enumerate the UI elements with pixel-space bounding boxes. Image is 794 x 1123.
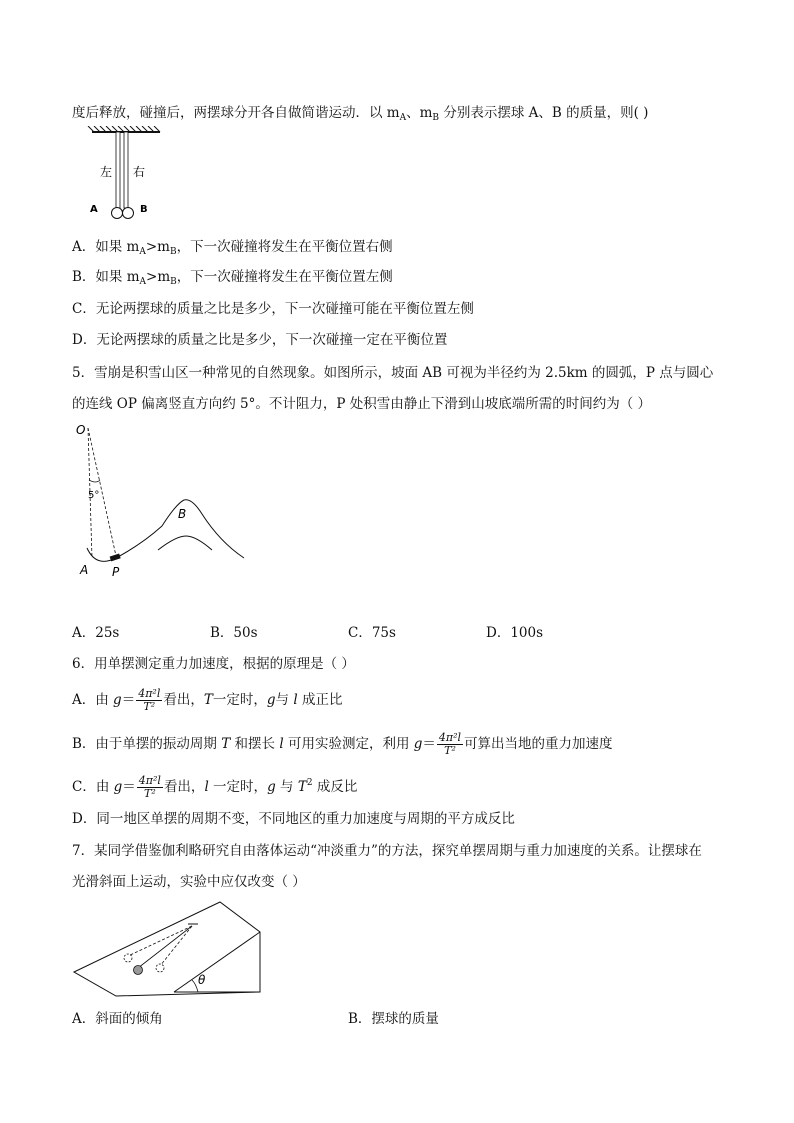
q7-fig-label-theta: θ (198, 973, 206, 987)
q4-option-a (72, 238, 393, 261)
q5-fig-label-o: O (76, 423, 86, 437)
q7-option-b: B．摆球的质量 (348, 1011, 439, 1027)
q6b-mid2: 可用实验测定，利用 (283, 736, 414, 752)
q4-opt-a-mid: >m (145, 239, 170, 255)
q6c-t: T (297, 779, 307, 795)
q5-slope-figure (72, 418, 252, 580)
q6a-frac-num: 4π²l (138, 687, 161, 700)
q6c-sup: 2 (306, 778, 313, 788)
q6c-g2: g (267, 779, 276, 795)
q5-fig-label-angle: 5° (88, 490, 100, 501)
q6a-tail1: 一定时， (212, 692, 267, 708)
q6b-g: g (413, 736, 423, 752)
q7-incline-figure (70, 900, 266, 1000)
q5-option-c: C．75s (348, 625, 396, 641)
q4-option-b (72, 268, 393, 291)
q4-opt-a-tail: ，下一次碰撞将发生在平衡位置右侧 (176, 239, 393, 255)
q6a-g: g (113, 692, 122, 708)
q6a-g2: g (266, 692, 276, 708)
q6-stem: 6．用单摆测定重力加速度，根据的原理是（ ） (72, 656, 355, 672)
q7-stem-line1: 7．某同学借鉴伽利略研究自由落体运动“冲淡重力”的方法，探究单摆周期与重力加速度的关系。让摆球在 (72, 843, 702, 859)
q5-fig-label-a: A (80, 563, 89, 577)
q4-stem-text: 度后释放，碰撞后，两摆球分开各自做简谐运动．以 m (72, 105, 400, 121)
q4-sub-a: A (399, 113, 407, 123)
q4-opt-b-prefix: B．如果 m (72, 269, 140, 285)
q6c-frac-num: 4π²l (138, 774, 161, 787)
q6b-pre: B．由于单摆的振动周期 (72, 736, 222, 752)
q5-fig-label-p: P (112, 565, 120, 579)
q6c-post: 看出， (163, 779, 205, 795)
q6c-tail3: 成反比 (312, 779, 358, 795)
q6b-frac-num: 4π²l (438, 731, 462, 744)
q6c-eq: ＝ (122, 779, 136, 795)
q6b-frac-den: T² (444, 744, 456, 757)
q4-opt-b-tail: ，下一次碰撞将发生在平衡位置左侧 (176, 269, 393, 285)
q4-sub-b: B (432, 113, 440, 123)
q6c-pre: C．由 (72, 779, 114, 795)
q6a-post: 看出， (163, 692, 204, 708)
q6b-tail: 可算出当地的重力加速度 (464, 736, 613, 752)
q6c-tail2: 与 (275, 779, 298, 795)
q5-option-b: B．50s (210, 625, 258, 641)
q6c-fraction (137, 775, 163, 800)
q6a-tail3: 成正比 (297, 692, 343, 708)
q6a-l: l (293, 692, 298, 708)
q6b-l: l (279, 736, 284, 752)
q6b-fraction (437, 732, 463, 757)
q4-option-d: D．无论两摆球的质量之比是多少，下一次碰撞一定在平衡位置 (72, 332, 448, 348)
q6-option-a (72, 688, 342, 713)
q5-option-a: A．25s (72, 625, 120, 641)
q4-opt-a-sub2: B (169, 247, 177, 257)
q4-fig-label-left: 左 (100, 165, 113, 179)
q4-fig-label-a: A (90, 204, 98, 215)
q7-option-a: A．斜面的倾角 (72, 1011, 163, 1027)
q4-stem-line (72, 104, 648, 127)
q6a-frac-den: T² (143, 700, 156, 713)
q6-option-b (72, 732, 613, 757)
q6c-tail1: 一定时， (208, 779, 268, 795)
q6c-l: l (204, 779, 209, 795)
q4-fig-label-right: 右 (133, 165, 146, 179)
q6-option-d: D．同一地区单摆的周期不变，不同地区的重力加速度与周期的平方成反比 (72, 811, 515, 827)
q7-stem-line2: 光滑斜面上运动，实验中应仅改变（ ） (72, 874, 306, 890)
q4-opt-b-sub1: A (139, 277, 147, 287)
q6a-fraction (136, 688, 162, 713)
q6a-eq: ＝ (121, 692, 136, 708)
q6b-t: T (221, 736, 231, 752)
q6a-tail2: 与 (275, 692, 294, 708)
q4-stem-mid: 、m (406, 105, 433, 121)
q4-opt-a-sub1: A (139, 247, 146, 257)
q6-option-c (72, 774, 357, 800)
q4-opt-a-prefix: A．如果 m (72, 239, 140, 255)
q6b-mid1: 和摆长 (230, 736, 280, 752)
q4-fig-label-b: B (140, 204, 148, 215)
q4-pendulum-figure (86, 126, 166, 222)
q4-opt-b-sub2: B (170, 277, 177, 287)
q5-stem-line1: 5．雪崩是积雪山区一种常见的自然现象。如图所示，坡面 AB 可视为半径约为 2.5km 的圆弧，P 点与圆心 (72, 365, 714, 381)
q4-option-c: C．无论两摆球的质量之比是多少，下一次碰撞可能在平衡位置左侧 (72, 301, 474, 317)
q5-option-d: D．100s (486, 625, 544, 641)
q4-stem-tail: 分别表示摆球 A、B 的质量，则( ) (439, 105, 649, 121)
q4-opt-b-mid: >m (146, 269, 171, 285)
q6a-t: T (203, 692, 213, 708)
q6c-frac-den: T² (143, 787, 156, 800)
q6b-eq: ＝ (422, 736, 436, 752)
q5-stem-line2: 的连线 OP 偏离竖直方向约 5°。不计阻力，P 处积雪由静止下滑到山坡底端所需的时间约为（ ） (72, 396, 652, 412)
q6a-pre: A．由 (72, 692, 114, 708)
q6c-g: g (113, 779, 123, 795)
q5-fig-label-b: B (178, 507, 187, 521)
